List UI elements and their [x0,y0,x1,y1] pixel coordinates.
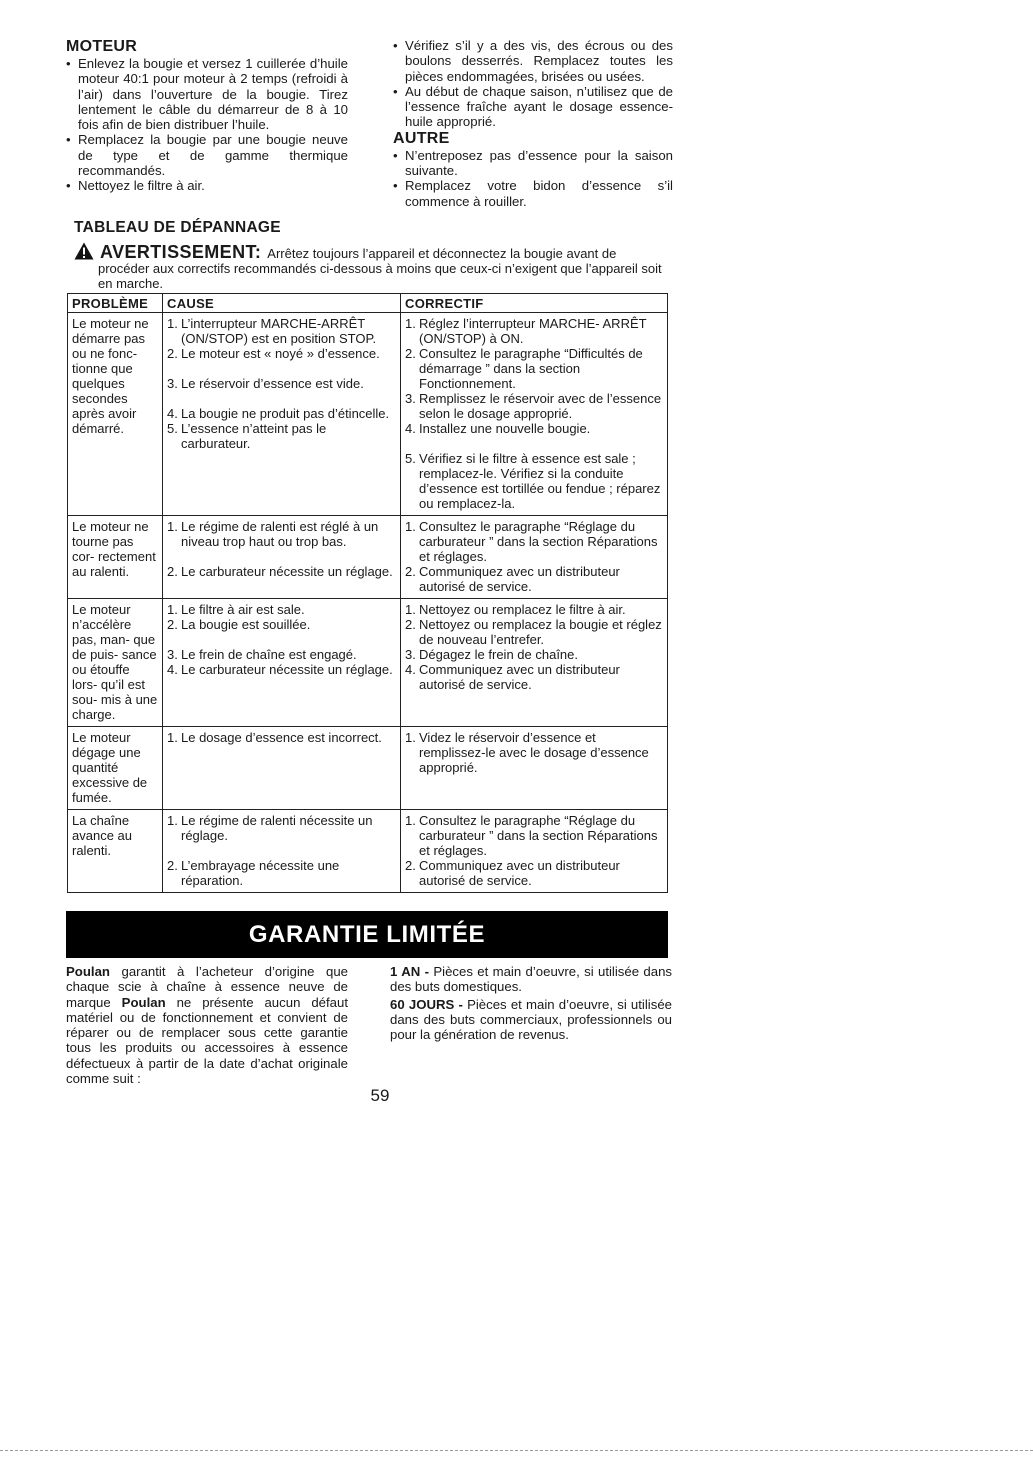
item-text: L’essence n’atteint pas le carburateur. [181,421,327,451]
warranty-terms [390,964,672,1044]
autre-item: • Remplacez votre bidon d’essence s’il commence à rouiller. [393,178,673,209]
warning-text: Arrêtez toujours l’appareil et déconnectez la bougie avant de [267,246,617,261]
item-number: 3. [405,647,416,662]
item-text: Dégagez le frein de chaîne. [419,647,578,662]
item-number: 2. [167,346,178,361]
item-text: Le dosage d’essence est incorrect. [181,730,382,745]
moteur-heading: MOTEUR [66,38,138,55]
fix-item [405,858,663,888]
fix-item [405,346,663,391]
item-spacer [167,549,396,564]
moteur-list [66,56,348,194]
header-probleme: PROBLÈME [68,294,163,313]
warning-text-continued: procéder aux correctifs recommandés ci-dessous à moins que ceux-ci n’exigent que l’appareil soit en marche. [98,261,662,291]
item-text: Le réservoir d’essence est vide. [181,376,364,391]
item-text: La bougie est souillée. [181,617,311,632]
cause-item [167,421,396,451]
page-number: 59 [370,1086,390,1105]
item-text: Réglez l’interrupteur MARCHE- ARRÊT (ON/STOP) à ON. [419,316,647,346]
item-number: 2. [405,346,416,361]
fix-item [405,519,663,564]
item-number: 1. [167,813,178,828]
moteur-section [66,38,348,194]
cause-item [167,406,396,421]
item-number: 1. [167,602,178,617]
table-row [68,313,668,516]
cause-cell [163,599,401,727]
cause-item [167,617,396,632]
cause-item [167,602,396,617]
cause-item [167,346,396,361]
item-text: Remplissez le réservoir avec de l’essence selon le dosage approprié. [419,391,662,421]
cause-item [167,858,396,888]
fix-cell [401,313,668,516]
fix-item [405,564,663,594]
item-text: Le carburateur nécessite un réglage. [181,662,393,677]
right-top-item: • Vérifiez s’il y a des vis, des écrous ou des boulons desserrés. Remplacez toutes les pièces endommagées, brisées ou usées. [393,38,673,84]
warranty-term-text: Pièces et main d’oeuvre, si utilisée dans des buts commerciaux, professionnels ou pour la génération de revenus. [390,996,672,1043]
item-text: Le carburateur nécessite un réglage. [181,564,393,579]
cause-cell [163,313,401,516]
item-number: 1. [405,316,416,331]
warranty-intro [66,964,348,1086]
item-number: 1. [405,813,416,828]
item-text: Le régime de ralenti nécessite un réglage. [181,813,373,843]
item-number: 2. [167,617,178,632]
cause-item [167,519,396,549]
item-text: Le frein de chaîne est engagé. [181,647,357,662]
item-text: Consultez le paragraphe “Réglage du carburateur ” dans la section Réparations et réglages. [419,519,658,564]
fix-item [405,662,663,692]
item-number: 3. [405,391,416,406]
cause-item [167,730,396,745]
item-spacer [405,436,663,451]
right-top-section [393,38,673,209]
item-text: Videz le réservoir d’essence et remplissez-le avec le dosage d’essence approprié. [419,730,649,775]
item-number: 3. [167,376,178,391]
fix-cell [401,810,668,893]
item-text: Le filtre à air est sale. [181,602,305,617]
warning-block [74,240,674,291]
cause-item [167,813,396,843]
troubleshooting-body [68,313,668,893]
item-text: Nettoyez ou remplacez la bougie et réglez de nouveau l’entrefer. [419,617,662,647]
table-row [68,516,668,599]
autre-list [393,148,673,209]
problem-cell: Le moteur ne tourne pas cor- rectement au ralenti. [68,516,163,599]
cause-item [167,647,396,662]
right-top-item: • Au début de chaque saison, n’utilisez que de l’essence fraîche ayant le dosage essence-huile approprié. [393,84,673,130]
right-top-list [393,38,673,130]
item-text: Communiquez avec un distributeur autorisé de service. [419,858,620,888]
warranty-term-text: Pièces et main d’oeuvre, si utilisée dans des buts domestiques. [390,964,672,995]
item-number: 1. [405,602,416,617]
item-number: 1. [167,316,178,331]
moteur-item: • Enlevez la bougie et versez 1 cuillerée d’huile moteur 40:1 pour moteur à 2 temps (refroidi à l’air) dans l’ouverture de la bougie. Tirez lentement le câble du démarreur de 8 à 10 fois afin de bien distribuer l’huile. [66,56,348,132]
fix-cell [401,516,668,599]
fix-item [405,647,663,662]
item-text: Le régime de ralenti est réglé à un niveau trop haut ou trop bas. [181,519,379,549]
problem-cell: Le moteur n’accélère pas, man- que de puis- sance ou étouffe lors- qu’il est sou- mis à une charge. [68,599,163,727]
table-row [68,810,668,893]
fix-cell [401,727,668,810]
item-text: La bougie ne produit pas d’étincelle. [181,406,390,421]
item-number: 3. [167,647,178,662]
item-text: Consultez le paragraphe “Difficultés de démarrage ” dans la section Fonctionnement. [419,346,643,391]
autre-heading: AUTRE [393,129,450,147]
fix-item [405,602,663,617]
item-number: 1. [167,730,178,745]
table-row [68,599,668,727]
cause-item [167,564,396,579]
cause-item [167,316,396,346]
item-number: 5. [167,421,178,436]
problem-cell: La chaîne avance au ralenti. [68,810,163,893]
item-spacer [167,843,396,858]
cause-cell [163,727,401,810]
item-number: 1. [405,519,416,534]
header-correctif: CORRECTIF [401,294,668,313]
cause-cell [163,516,401,599]
fix-item [405,730,663,775]
warranty-term-label: 1 AN - [390,964,429,979]
item-number: 4. [405,421,416,436]
item-text: Nettoyez ou remplacez le filtre à air. [419,602,626,617]
item-number: 4. [167,662,178,677]
item-text: Installez une nouvelle bougie. [419,421,591,436]
troubleshooting-table [67,293,668,893]
item-number: 4. [167,406,178,421]
item-number: 4. [405,662,416,677]
item-text: Communiquez avec un distributeur autorisé de service. [419,662,620,692]
fix-item [405,617,663,647]
autre-item: • N’entreposez pas d’essence pour la saison suivante. [393,148,673,179]
bottom-rule [0,1450,1033,1451]
fix-item [405,813,663,858]
problem-cell: Le moteur dégage une quantité excessive de fumée. [68,727,163,810]
brand-name: Poulan [66,964,110,979]
item-text: L’embrayage nécessite une réparation. [181,858,340,888]
item-number: 1. [405,730,416,745]
item-spacer [167,391,396,406]
fix-item [405,421,663,436]
fix-cell [401,599,668,727]
warranty-term-label: 60 JOURS - [390,996,463,1012]
troubleshooting-title: TABLEAU DE DÉPANNAGE [74,219,281,236]
item-number: 5. [405,451,416,466]
item-text: L’interrupteur MARCHE-ARRÊT (ON/STOP) est en position STOP. [181,316,377,346]
item-spacer [167,361,396,376]
item-number: 2. [167,858,178,873]
item-number: 2. [405,617,416,632]
item-number: 2. [405,564,416,579]
moteur-item: • Nettoyez le filtre à air. [66,178,348,193]
item-text: Consultez le paragraphe “Réglage du carburateur ” dans la section Réparations et réglages. [419,813,658,858]
cause-item [167,662,396,677]
warning-label: AVERTISSEMENT: [100,242,262,262]
warranty-banner: GARANTIE LIMITÉE [66,911,668,958]
warranty-text-2: ne présente aucun défaut matériel ou de fonctionnement et convient de réparer ou de remplacer sous cette garantie tous les produits ou accessoires à essence défectueux à partir de la date d’achat originale comme suit : [66,994,349,1087]
item-number: 2. [167,564,178,579]
table-row [68,727,668,810]
problem-cell: Le moteur ne démarre pas ou ne fonc- tionne que quelques secondes après avoir démarré. [68,313,163,516]
fix-item [405,451,663,511]
moteur-item: • Remplacez la bougie par une bougie neuve de type et de gamme thermique recommandés. [66,132,348,178]
cause-item [167,376,396,391]
cause-cell [163,810,401,893]
warranty-term [390,964,672,995]
item-spacer [167,632,396,647]
warning-triangle-icon [74,242,94,260]
fix-item [405,316,663,346]
header-cause: CAUSE [163,294,401,313]
item-text: Vérifiez si le filtre à essence est sale ; remplacez-le. Vérifiez si la conduite d’essence est tortillée ou fendue ; réparez ou remplacez-la. [419,451,661,511]
warranty-term [390,997,672,1043]
warranty-text-1: garantit à l’acheteur d’origine que chaque scie à chaîne à essence neuve de marque [66,964,349,1010]
item-text: Communiquez avec un distributeur autorisé de service. [419,564,620,594]
item-text: Le moteur est « noyé » d’essence. [181,346,380,361]
fix-item [405,391,663,421]
item-number: 1. [167,519,178,534]
item-number: 2. [405,858,416,873]
brand-name: Poulan [121,994,166,1010]
